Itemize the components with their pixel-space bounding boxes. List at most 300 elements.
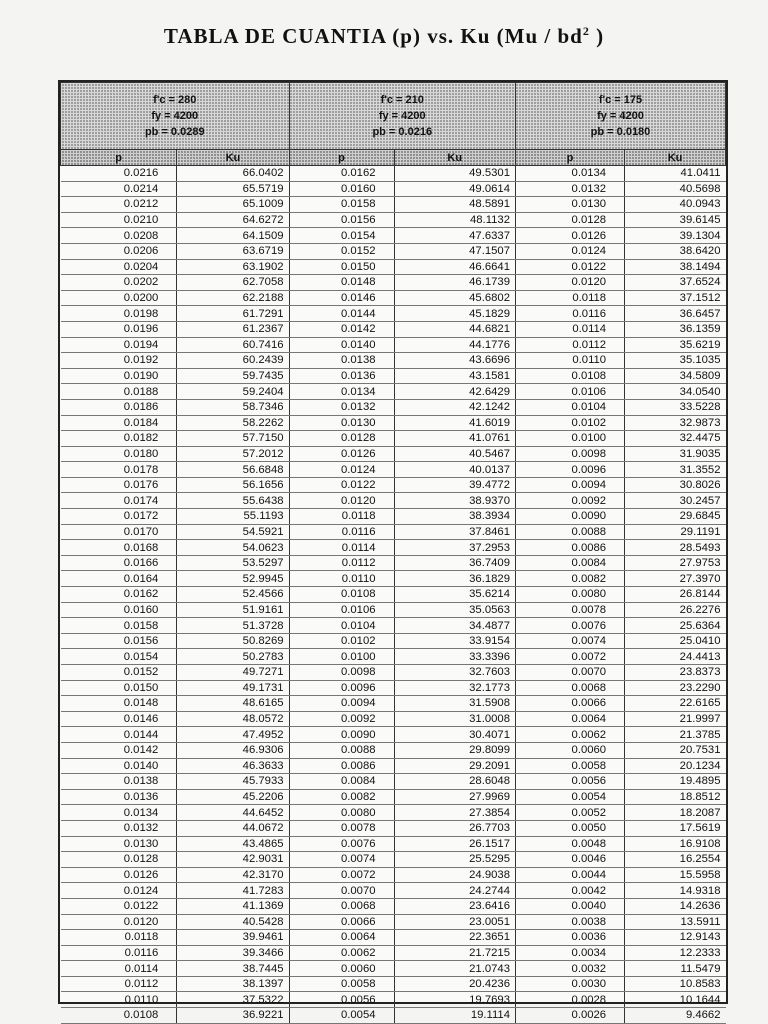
cell-ku-fc210: 32.1773 xyxy=(394,680,515,696)
cell-p-fc210: 0.0160 xyxy=(289,181,394,197)
cell-ku-fc175: 28.5493 xyxy=(625,540,726,556)
cell-p-fc280: 0.0210 xyxy=(61,212,177,228)
cell-ku-fc175: 31.3552 xyxy=(625,462,726,478)
cell-ku-fc175: 22.6165 xyxy=(625,696,726,712)
table-row xyxy=(61,992,726,1008)
cell-ku-fc210: 19.7693 xyxy=(394,992,515,1008)
cell-ku-fc175: 40.0943 xyxy=(625,197,726,213)
cell-ku-fc175: 10.8583 xyxy=(625,976,726,992)
cell-ku-fc210: 23.0051 xyxy=(394,914,515,930)
cell-ku-fc210: 20.4236 xyxy=(394,976,515,992)
cell-ku-fc210: 31.5908 xyxy=(394,696,515,712)
cell-ku-fc210: 34.4877 xyxy=(394,618,515,634)
cell-p-fc210: 0.0054 xyxy=(289,1008,394,1024)
cell-ku-fc175: 38.6420 xyxy=(625,243,726,259)
cell-p-fc280: 0.0206 xyxy=(61,243,177,259)
table-row xyxy=(61,197,726,213)
group-pb: pb = 0.0216 xyxy=(372,126,433,138)
group-fy: fy = 4200 xyxy=(378,110,426,122)
cell-ku-fc210: 48.1132 xyxy=(394,212,515,228)
cell-ku-fc280: 47.4952 xyxy=(177,727,289,743)
table-row xyxy=(61,742,726,758)
cell-ku-fc210: 47.1507 xyxy=(394,243,515,259)
cell-p-fc175: 0.0058 xyxy=(515,758,624,774)
table-row xyxy=(61,259,726,275)
cell-p-fc210: 0.0122 xyxy=(289,477,394,493)
cell-ku-fc280: 50.2783 xyxy=(177,649,289,665)
column-header-row xyxy=(61,150,726,166)
column-header-ku: Ku xyxy=(177,150,289,166)
cell-p-fc175: 0.0102 xyxy=(515,415,624,431)
cell-p-fc175: 0.0052 xyxy=(515,805,624,821)
cell-ku-fc175: 32.9873 xyxy=(625,415,726,431)
column-header-p: p xyxy=(61,150,177,166)
cell-ku-fc175: 37.6524 xyxy=(625,275,726,291)
cell-p-fc175: 0.0028 xyxy=(515,992,624,1008)
cell-ku-fc175: 38.1494 xyxy=(625,259,726,275)
cell-ku-fc175: 21.3785 xyxy=(625,727,726,743)
cell-ku-fc175: 15.5958 xyxy=(625,867,726,883)
cell-ku-fc210: 40.5467 xyxy=(394,446,515,462)
cell-ku-fc280: 59.7435 xyxy=(177,368,289,384)
cell-ku-fc175: 39.6145 xyxy=(625,212,726,228)
cell-ku-fc210: 22.3651 xyxy=(394,930,515,946)
cell-p-fc280: 0.0156 xyxy=(61,633,177,649)
cell-ku-fc280: 41.7283 xyxy=(177,883,289,899)
table-row xyxy=(61,649,726,665)
cell-ku-fc175: 18.8512 xyxy=(625,789,726,805)
cell-p-fc280: 0.0200 xyxy=(61,290,177,306)
table-row xyxy=(61,290,726,306)
cell-p-fc175: 0.0126 xyxy=(515,228,624,244)
cell-p-fc280: 0.0140 xyxy=(61,758,177,774)
cell-ku-fc210: 27.9969 xyxy=(394,789,515,805)
cell-ku-fc210: 30.4071 xyxy=(394,727,515,743)
cell-ku-fc210: 44.6821 xyxy=(394,321,515,337)
cell-ku-fc210: 29.8099 xyxy=(394,742,515,758)
cell-ku-fc280: 46.9306 xyxy=(177,742,289,758)
cell-p-fc280: 0.0134 xyxy=(61,805,177,821)
cell-p-fc280: 0.0172 xyxy=(61,509,177,525)
cell-p-fc280: 0.0198 xyxy=(61,306,177,322)
cell-p-fc280: 0.0160 xyxy=(61,602,177,618)
cell-ku-fc280: 57.7150 xyxy=(177,431,289,447)
title-text: TABLA DE CUANTIA (p) vs. Ku (Mu / bd xyxy=(163,24,583,48)
cell-p-fc175: 0.0042 xyxy=(515,883,624,899)
cell-ku-fc280: 44.6452 xyxy=(177,805,289,821)
cell-p-fc175: 0.0038 xyxy=(515,914,624,930)
cell-p-fc210: 0.0080 xyxy=(289,805,394,821)
cell-ku-fc175: 27.3970 xyxy=(625,571,726,587)
cell-p-fc280: 0.0174 xyxy=(61,493,177,509)
cell-p-fc210: 0.0070 xyxy=(289,883,394,899)
cell-ku-fc210: 46.1739 xyxy=(394,275,515,291)
cell-ku-fc210: 43.6696 xyxy=(394,353,515,369)
cell-ku-fc280: 49.7271 xyxy=(177,665,289,681)
cuantia-table xyxy=(60,82,726,1024)
cell-ku-fc280: 62.7058 xyxy=(177,275,289,291)
cell-p-fc175: 0.0110 xyxy=(515,353,624,369)
cell-ku-fc280: 50.8269 xyxy=(177,633,289,649)
cell-ku-fc175: 13.5911 xyxy=(625,914,726,930)
cell-ku-fc210: 41.6019 xyxy=(394,415,515,431)
cell-p-fc210: 0.0142 xyxy=(289,321,394,337)
cell-p-fc280: 0.0192 xyxy=(61,353,177,369)
cell-p-fc175: 0.0026 xyxy=(515,1008,624,1024)
cell-p-fc210: 0.0066 xyxy=(289,914,394,930)
cell-p-fc210: 0.0138 xyxy=(289,353,394,369)
cell-ku-fc280: 56.6848 xyxy=(177,462,289,478)
group-fc: f'c = 175 xyxy=(598,94,643,106)
cell-p-fc280: 0.0144 xyxy=(61,727,177,743)
cell-p-fc280: 0.0190 xyxy=(61,368,177,384)
cell-p-fc210: 0.0074 xyxy=(289,852,394,868)
cell-ku-fc210: 43.1581 xyxy=(394,368,515,384)
table-row xyxy=(61,446,726,462)
table-row xyxy=(61,945,726,961)
cell-ku-fc175: 34.0540 xyxy=(625,384,726,400)
cell-ku-fc280: 54.5921 xyxy=(177,524,289,540)
table-row xyxy=(61,696,726,712)
cell-ku-fc280: 51.9161 xyxy=(177,602,289,618)
cell-ku-fc210: 38.3934 xyxy=(394,509,515,525)
cell-ku-fc280: 39.9461 xyxy=(177,930,289,946)
cell-p-fc280: 0.0184 xyxy=(61,415,177,431)
cell-ku-fc280: 38.7445 xyxy=(177,961,289,977)
cell-ku-fc210: 41.0761 xyxy=(394,431,515,447)
cell-ku-fc280: 53.5297 xyxy=(177,555,289,571)
cell-ku-fc210: 29.2091 xyxy=(394,758,515,774)
cell-ku-fc175: 20.7531 xyxy=(625,742,726,758)
cell-p-fc210: 0.0100 xyxy=(289,649,394,665)
cell-p-fc175: 0.0104 xyxy=(515,399,624,415)
table-row xyxy=(61,228,726,244)
cell-ku-fc280: 46.3633 xyxy=(177,758,289,774)
table-row xyxy=(61,212,726,228)
table-row xyxy=(61,555,726,571)
table-row xyxy=(61,633,726,649)
cell-ku-fc175: 30.2457 xyxy=(625,493,726,509)
cell-p-fc280: 0.0146 xyxy=(61,711,177,727)
cell-ku-fc280: 64.6272 xyxy=(177,212,289,228)
cell-ku-fc175: 32.4475 xyxy=(625,431,726,447)
cell-p-fc210: 0.0108 xyxy=(289,587,394,603)
cell-ku-fc175: 36.1359 xyxy=(625,321,726,337)
cell-ku-fc175: 12.2333 xyxy=(625,945,726,961)
cell-ku-fc280: 65.5719 xyxy=(177,181,289,197)
cell-p-fc280: 0.0116 xyxy=(61,945,177,961)
cell-p-fc175: 0.0128 xyxy=(515,212,624,228)
cell-p-fc175: 0.0094 xyxy=(515,477,624,493)
cell-ku-fc210: 28.6048 xyxy=(394,774,515,790)
cell-ku-fc175: 11.5479 xyxy=(625,961,726,977)
cell-p-fc210: 0.0096 xyxy=(289,680,394,696)
cell-p-fc175: 0.0064 xyxy=(515,711,624,727)
cell-p-fc280: 0.0112 xyxy=(61,976,177,992)
cell-p-fc280: 0.0108 xyxy=(61,1008,177,1024)
cell-p-fc210: 0.0072 xyxy=(289,867,394,883)
cell-p-fc175: 0.0086 xyxy=(515,540,624,556)
cell-p-fc210: 0.0120 xyxy=(289,493,394,509)
table-row xyxy=(61,571,726,587)
cell-p-fc175: 0.0044 xyxy=(515,867,624,883)
cell-ku-fc175: 40.5698 xyxy=(625,181,726,197)
cell-ku-fc175: 25.6364 xyxy=(625,618,726,634)
cell-ku-fc175: 20.1234 xyxy=(625,758,726,774)
table-row xyxy=(61,399,726,415)
cell-p-fc175: 0.0076 xyxy=(515,618,624,634)
cell-p-fc175: 0.0048 xyxy=(515,836,624,852)
cell-p-fc210: 0.0140 xyxy=(289,337,394,353)
table-row xyxy=(61,867,726,883)
cell-ku-fc280: 42.9031 xyxy=(177,852,289,868)
cell-ku-fc210: 46.6641 xyxy=(394,259,515,275)
group-header-row xyxy=(61,83,726,150)
cell-p-fc210: 0.0156 xyxy=(289,212,394,228)
cell-ku-fc210: 26.7703 xyxy=(394,820,515,836)
table-row xyxy=(61,930,726,946)
cell-ku-fc280: 38.1397 xyxy=(177,976,289,992)
cell-ku-fc210: 42.6429 xyxy=(394,384,515,400)
page-title xyxy=(0,24,768,49)
cell-p-fc210: 0.0126 xyxy=(289,446,394,462)
cell-p-fc280: 0.0186 xyxy=(61,399,177,415)
cell-ku-fc175: 23.8373 xyxy=(625,665,726,681)
column-header-ku: Ku xyxy=(394,150,515,166)
cell-p-fc175: 0.0122 xyxy=(515,259,624,275)
cell-ku-fc210: 23.6416 xyxy=(394,898,515,914)
cell-ku-fc210: 36.1829 xyxy=(394,571,515,587)
cell-p-fc175: 0.0100 xyxy=(515,431,624,447)
cell-p-fc210: 0.0144 xyxy=(289,306,394,322)
cell-ku-fc175: 29.6845 xyxy=(625,509,726,525)
cell-ku-fc210: 36.7409 xyxy=(394,555,515,571)
cell-p-fc280: 0.0150 xyxy=(61,680,177,696)
cell-p-fc175: 0.0096 xyxy=(515,462,624,478)
cell-ku-fc210: 27.3854 xyxy=(394,805,515,821)
cell-ku-fc210: 44.1776 xyxy=(394,337,515,353)
table-row xyxy=(61,431,726,447)
cell-p-fc210: 0.0092 xyxy=(289,711,394,727)
cell-p-fc280: 0.0180 xyxy=(61,446,177,462)
cell-p-fc210: 0.0058 xyxy=(289,976,394,992)
cell-ku-fc210: 38.9370 xyxy=(394,493,515,509)
cell-p-fc280: 0.0120 xyxy=(61,914,177,930)
table-row xyxy=(61,805,726,821)
cell-ku-fc280: 52.9945 xyxy=(177,571,289,587)
cell-ku-fc210: 31.0008 xyxy=(394,711,515,727)
table-row xyxy=(61,587,726,603)
title-tail: ) xyxy=(589,24,605,48)
cell-p-fc175: 0.0106 xyxy=(515,384,624,400)
cell-ku-fc280: 54.0623 xyxy=(177,540,289,556)
cell-p-fc280: 0.0154 xyxy=(61,649,177,665)
table-row xyxy=(61,665,726,681)
cell-p-fc175: 0.0050 xyxy=(515,820,624,836)
cell-p-fc210: 0.0090 xyxy=(289,727,394,743)
cell-p-fc280: 0.0202 xyxy=(61,275,177,291)
cell-ku-fc280: 60.2439 xyxy=(177,353,289,369)
cell-p-fc280: 0.0110 xyxy=(61,992,177,1008)
table-row xyxy=(61,275,726,291)
cell-p-fc210: 0.0154 xyxy=(289,228,394,244)
cell-p-fc175: 0.0082 xyxy=(515,571,624,587)
cell-p-fc210: 0.0062 xyxy=(289,945,394,961)
cell-ku-fc175: 19.4895 xyxy=(625,774,726,790)
cell-p-fc280: 0.0214 xyxy=(61,181,177,197)
title-superscript: 2 xyxy=(582,24,590,38)
table-row xyxy=(61,477,726,493)
cell-p-fc210: 0.0146 xyxy=(289,290,394,306)
cell-p-fc280: 0.0178 xyxy=(61,462,177,478)
cell-ku-fc175: 37.1512 xyxy=(625,290,726,306)
cell-p-fc280: 0.0204 xyxy=(61,259,177,275)
cell-ku-fc280: 51.3728 xyxy=(177,618,289,634)
cell-ku-fc280: 45.2206 xyxy=(177,789,289,805)
cell-ku-fc210: 19.1114 xyxy=(394,1008,515,1024)
cell-ku-fc280: 61.2367 xyxy=(177,321,289,337)
cell-p-fc280: 0.0118 xyxy=(61,930,177,946)
cell-p-fc280: 0.0130 xyxy=(61,836,177,852)
cell-ku-fc175: 23.2290 xyxy=(625,680,726,696)
group-pb: pb = 0.0180 xyxy=(590,126,651,138)
cell-ku-fc210: 33.3396 xyxy=(394,649,515,665)
cell-ku-fc280: 44.0672 xyxy=(177,820,289,836)
table-row xyxy=(61,961,726,977)
cell-p-fc210: 0.0128 xyxy=(289,431,394,447)
cell-p-fc280: 0.0138 xyxy=(61,774,177,790)
cell-p-fc175: 0.0098 xyxy=(515,446,624,462)
cell-p-fc175: 0.0080 xyxy=(515,587,624,603)
cell-p-fc280: 0.0152 xyxy=(61,665,177,681)
cell-ku-fc210: 25.5295 xyxy=(394,852,515,868)
cell-ku-fc175: 35.6219 xyxy=(625,337,726,353)
cell-ku-fc280: 41.1369 xyxy=(177,898,289,914)
table-row xyxy=(61,493,726,509)
cell-ku-fc280: 66.0402 xyxy=(177,166,289,182)
cell-ku-fc175: 30.8026 xyxy=(625,477,726,493)
cell-ku-fc175: 36.6457 xyxy=(625,306,726,322)
cell-ku-fc280: 64.1509 xyxy=(177,228,289,244)
cell-ku-fc280: 55.1193 xyxy=(177,509,289,525)
cell-ku-fc175: 26.8144 xyxy=(625,587,726,603)
cell-p-fc280: 0.0128 xyxy=(61,852,177,868)
cell-ku-fc210: 42.1242 xyxy=(394,399,515,415)
cell-p-fc175: 0.0114 xyxy=(515,321,624,337)
cell-ku-fc175: 31.9035 xyxy=(625,446,726,462)
cell-ku-fc175: 34.5809 xyxy=(625,368,726,384)
cell-p-fc175: 0.0132 xyxy=(515,181,624,197)
group-fy: fy = 4200 xyxy=(151,110,199,122)
cell-p-fc280: 0.0122 xyxy=(61,898,177,914)
cell-p-fc175: 0.0118 xyxy=(515,290,624,306)
cell-p-fc175: 0.0074 xyxy=(515,633,624,649)
cell-p-fc175: 0.0072 xyxy=(515,649,624,665)
table-row xyxy=(61,321,726,337)
cell-ku-fc175: 16.2554 xyxy=(625,852,726,868)
table-row xyxy=(61,509,726,525)
cell-p-fc280: 0.0132 xyxy=(61,820,177,836)
cell-ku-fc280: 58.7346 xyxy=(177,399,289,415)
cell-ku-fc175: 17.5619 xyxy=(625,820,726,836)
group-header-fc175 xyxy=(515,83,725,150)
cell-p-fc175: 0.0030 xyxy=(515,976,624,992)
cell-ku-fc210: 47.6337 xyxy=(394,228,515,244)
cell-p-fc175: 0.0070 xyxy=(515,665,624,681)
cuantia-table-frame xyxy=(58,80,728,1022)
cell-ku-fc280: 48.6165 xyxy=(177,696,289,712)
table-row xyxy=(61,758,726,774)
cell-ku-fc210: 33.9154 xyxy=(394,633,515,649)
table-row xyxy=(61,243,726,259)
cell-ku-fc175: 14.9318 xyxy=(625,883,726,899)
table-row xyxy=(61,384,726,400)
cell-p-fc210: 0.0110 xyxy=(289,571,394,587)
cell-ku-fc175: 41.0411 xyxy=(625,166,726,182)
cell-ku-fc210: 21.0743 xyxy=(394,961,515,977)
cell-ku-fc210: 48.5891 xyxy=(394,197,515,213)
cell-p-fc175: 0.0078 xyxy=(515,602,624,618)
column-header-p: p xyxy=(515,150,624,166)
cell-ku-fc210: 32.7603 xyxy=(394,665,515,681)
table-body xyxy=(61,166,726,1024)
cell-p-fc210: 0.0078 xyxy=(289,820,394,836)
cell-ku-fc210: 45.1829 xyxy=(394,306,515,322)
cell-p-fc175: 0.0130 xyxy=(515,197,624,213)
cell-p-fc280: 0.0166 xyxy=(61,555,177,571)
table-row xyxy=(61,618,726,634)
cell-ku-fc210: 35.6214 xyxy=(394,587,515,603)
table-row xyxy=(61,540,726,556)
cell-p-fc210: 0.0104 xyxy=(289,618,394,634)
cell-p-fc175: 0.0040 xyxy=(515,898,624,914)
cell-p-fc210: 0.0136 xyxy=(289,368,394,384)
cell-ku-fc280: 57.2012 xyxy=(177,446,289,462)
cell-p-fc280: 0.0136 xyxy=(61,789,177,805)
cell-p-fc175: 0.0088 xyxy=(515,524,624,540)
table-row xyxy=(61,820,726,836)
cell-ku-fc280: 48.0572 xyxy=(177,711,289,727)
cell-p-fc175: 0.0060 xyxy=(515,742,624,758)
cell-ku-fc210: 45.6802 xyxy=(394,290,515,306)
table-row xyxy=(61,680,726,696)
cell-p-fc210: 0.0158 xyxy=(289,197,394,213)
cell-ku-fc280: 59.2404 xyxy=(177,384,289,400)
cell-ku-fc175: 33.5228 xyxy=(625,399,726,415)
group-header-fc280 xyxy=(61,83,290,150)
cell-p-fc280: 0.0168 xyxy=(61,540,177,556)
table-row xyxy=(61,306,726,322)
cell-p-fc280: 0.0170 xyxy=(61,524,177,540)
cell-p-fc175: 0.0092 xyxy=(515,493,624,509)
cell-ku-fc175: 14.2636 xyxy=(625,898,726,914)
cell-p-fc210: 0.0114 xyxy=(289,540,394,556)
cell-ku-fc280: 37.5322 xyxy=(177,992,289,1008)
column-header-ku: Ku xyxy=(625,150,726,166)
cell-ku-fc210: 26.1517 xyxy=(394,836,515,852)
cell-ku-fc280: 60.7416 xyxy=(177,337,289,353)
table-row xyxy=(61,976,726,992)
table-row xyxy=(61,181,726,197)
cell-p-fc175: 0.0124 xyxy=(515,243,624,259)
cell-ku-fc280: 36.9221 xyxy=(177,1008,289,1024)
table-row xyxy=(61,774,726,790)
cell-ku-fc210: 21.7215 xyxy=(394,945,515,961)
cell-p-fc210: 0.0152 xyxy=(289,243,394,259)
cell-ku-fc210: 49.0614 xyxy=(394,181,515,197)
table-row xyxy=(61,727,726,743)
cell-ku-fc175: 27.9753 xyxy=(625,555,726,571)
